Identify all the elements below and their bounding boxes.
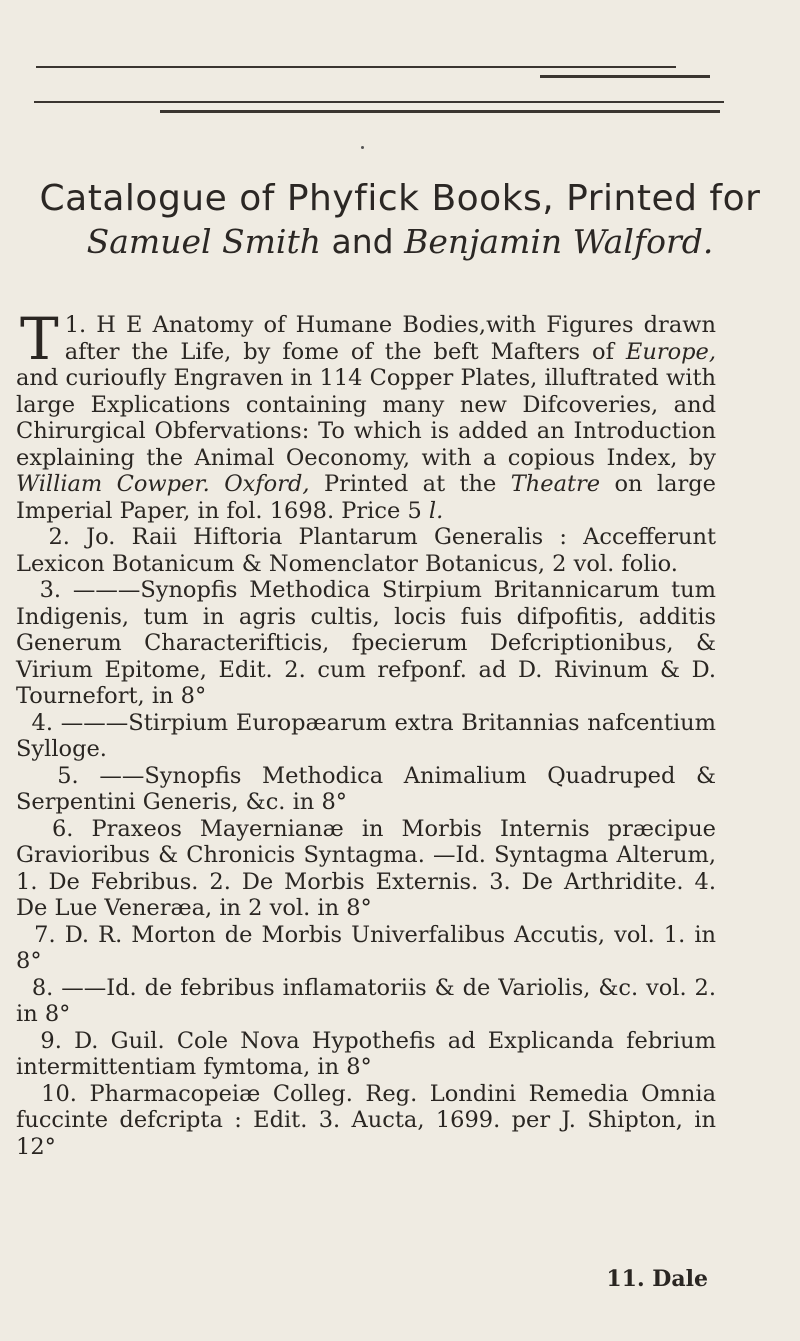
entry-number: 6. bbox=[51, 815, 74, 842]
catalogue-entry-2 bbox=[16, 524, 716, 577]
drop-cap: T bbox=[20, 305, 59, 373]
entry-text: and curioufly Engraven in 114 Copper Plates, illuftrated with large Explications containing many new Difcoveries, and Chirurgical Obfervations: To which is added an Introduction explaining the Animal Oeconomy, with a copious Index, by bbox=[16, 365, 716, 471]
entry-number: 10. bbox=[41, 1080, 77, 1107]
entry-text-italic: Theatre bbox=[510, 471, 601, 497]
top-rule-1 bbox=[36, 66, 676, 68]
page-title: Catalogue of Phyfick Books, Printed for bbox=[39, 178, 761, 219]
entry-number: 4. bbox=[31, 709, 54, 736]
catalogue-entry-6 bbox=[16, 816, 716, 922]
entry-number: 2. bbox=[48, 524, 70, 550]
entry-text: D. Guil. Cole Nova Hypothefis ad Explicanda febrium intermittentiam fymtoma, in 8° bbox=[16, 1027, 717, 1080]
entry-number: 5. bbox=[57, 762, 79, 789]
top-rule-1b bbox=[540, 75, 710, 78]
publisher-name-1: Samuel Smith bbox=[86, 222, 321, 261]
catalogue-entry-4 bbox=[16, 710, 716, 763]
entry-text: Printed at the bbox=[323, 471, 497, 497]
catalogue-entry-1 bbox=[16, 305, 716, 524]
top-rule-2 bbox=[34, 101, 724, 103]
entry-text-italic: Europe, bbox=[625, 338, 716, 365]
entry-text: Pharmacopeiæ Colleg. Reg. Londini Remedia Omnia fuccinte defcripta : Edit. 3. Aucta, 1699. per J. Shipton, in 12° bbox=[16, 1080, 717, 1160]
ornament-dot bbox=[361, 146, 364, 149]
entry-number: 1. bbox=[64, 312, 87, 338]
entry-text-italic: l. bbox=[428, 497, 444, 524]
entry-text: on large Imperial Paper, in fol. 1698. Price 5 bbox=[16, 471, 716, 524]
entry-text: Praxeos Mayernianæ in Morbis Internis præcipue Gravioribus & Chronicis Syntagma. —Id. Syntagma Alterum, 1. De Febribus. 2. De Morbis Externis. 3. De Arthridite. 4. De Lue Veneræa, in 2 vol. in 8° bbox=[16, 815, 716, 921]
catalogue-body bbox=[16, 305, 717, 1160]
entry-text-italic: William Cowper. Oxford, bbox=[16, 471, 310, 497]
publisher-name-2: Benjamin Walford. bbox=[404, 222, 714, 261]
entry-text: ———Synopfis Methodica Stirpium Britannicarum tum Indigenis, tum in agris cultis, locis fuis difpofitis, additis Generum Characterifticis, fpecierum Defcriptionibus, & Virium Epitome, Edit. 2. cum refponf. ad D. Rivinum & D. Tournefort, in 8° bbox=[16, 577, 716, 709]
entry-text: H E Anatomy of Humane Bodies,with Figures drawn after the Life, by fome of the beft Mafters of bbox=[64, 312, 716, 365]
entry-text: ———Stirpium Europæarum extra Britannias nafcentium Sylloge. bbox=[16, 709, 716, 762]
page-subtitle bbox=[0, 222, 800, 261]
subtitle-and: and bbox=[331, 222, 394, 261]
catalogue-entry-5 bbox=[16, 763, 716, 816]
entry-text: ——Synopfis Methodica Animalium Quadruped & Serpentini Generis, &c. in 8° bbox=[16, 762, 716, 815]
catalogue-entry-10 bbox=[16, 1081, 716, 1161]
catalogue-entry-8 bbox=[16, 975, 716, 1028]
entry-number: 7. bbox=[34, 921, 56, 948]
catchword: 11. Dale bbox=[606, 1266, 708, 1292]
entry-text: ——Id. de febribus inflamatoriis & de Variolis, &c. vol. 2. in 8° bbox=[16, 974, 716, 1027]
top-rule-2b bbox=[160, 110, 720, 113]
entry-text: Jo. Raii Hiftoria Plantarum Generalis : Accefferunt Lexicon Botanicum & Nomenclator Botanicus, 2 vol. folio. bbox=[16, 524, 716, 577]
entry-number: 8. bbox=[31, 974, 54, 1001]
entry-number: 9. bbox=[40, 1027, 62, 1054]
catalogue-entry-9 bbox=[16, 1028, 716, 1081]
entry-text: D. R. Morton de Morbis Univerfalibus Accutis, vol. 1. in 8° bbox=[16, 921, 717, 974]
catalogue-entry-3 bbox=[16, 577, 716, 710]
entry-number: 3. bbox=[39, 577, 62, 603]
catalogue-entry-7 bbox=[16, 922, 716, 975]
